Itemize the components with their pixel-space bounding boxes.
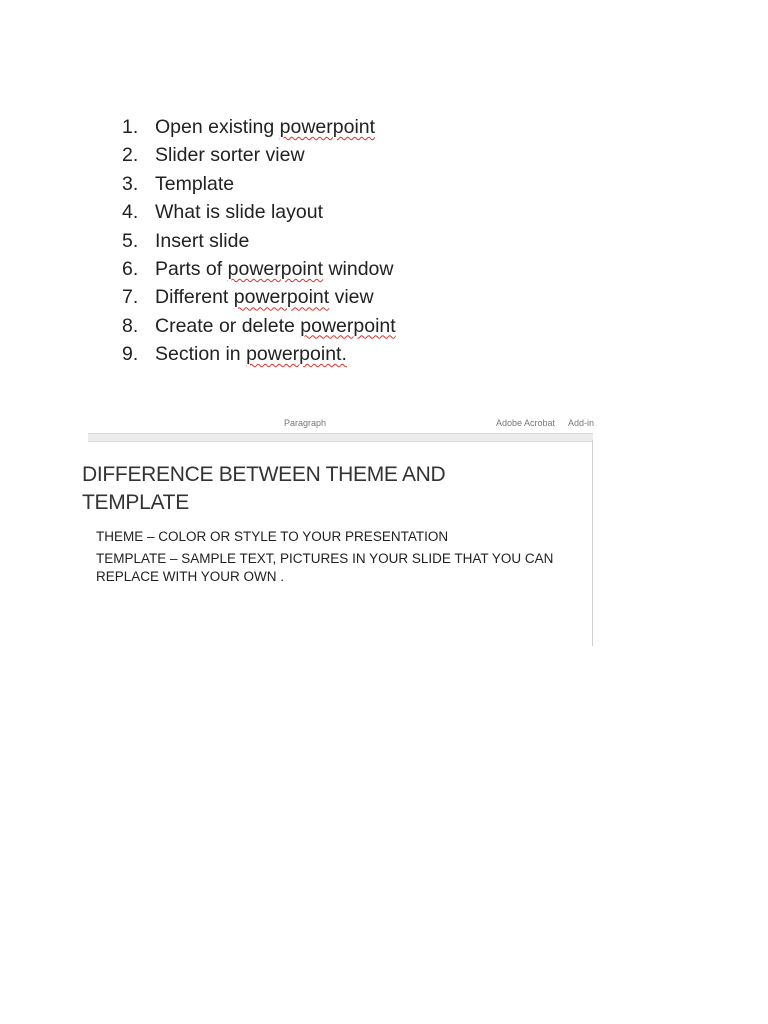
list-text: [155, 141, 305, 169]
list-item: [122, 227, 396, 255]
list-item: [122, 283, 396, 311]
list-item: [122, 312, 396, 340]
list-number: 3.: [122, 172, 139, 195]
list-number: 8.: [122, 314, 139, 337]
list-number: 9.: [122, 343, 139, 366]
list-text: [155, 170, 234, 198]
list-text: [155, 113, 375, 141]
list-item: [122, 141, 396, 169]
text-segment: Slider sorter view: [155, 144, 305, 167]
text-segment: Insert slide: [155, 229, 250, 252]
list-number: 1.: [122, 116, 139, 138]
slide-bullet: THEME – COLOR OR STYLE TO YOUR PRESENTATION: [96, 529, 449, 544]
text-segment: Different: [155, 286, 234, 309]
list-text: [155, 340, 347, 368]
list-text: [155, 283, 374, 311]
list-text: [155, 198, 323, 226]
topic-list: [122, 113, 396, 369]
slide-screenshot: [82, 418, 595, 646]
slide-body: [96, 528, 566, 590]
list-text: [155, 255, 393, 283]
list-number: 5.: [122, 229, 139, 252]
text-segment: view: [329, 286, 374, 309]
list-item: [122, 198, 396, 226]
text-segment: window: [323, 257, 394, 280]
text-segment: Open existing: [155, 116, 280, 138]
spellcheck-flagged-word[interactable]: powerpoint.: [246, 343, 347, 366]
ribbon-group-label: Paragraph: [284, 418, 327, 428]
ribbon-strip: [88, 418, 595, 432]
spellcheck-flagged-word[interactable]: powerpoint: [233, 286, 330, 309]
text-segment: Template: [155, 172, 235, 195]
slide-bullet: TEMPLATE – SAMPLE TEXT, PICTURES IN YOUR SLIDE THAT YOU CAN REPLACE WITH YOUR OWN .: [96, 551, 554, 584]
slide-edge: [592, 440, 593, 646]
list-item: [122, 170, 396, 198]
list-number: 7.: [122, 286, 139, 309]
ribbon-group-label: Add-in: [568, 418, 595, 428]
list-number: 6.: [122, 257, 139, 280]
text-segment: What is slide layout: [155, 201, 323, 224]
slide-title: DIFFERENCE BETWEEN THEME AND TEMPLATE: [82, 463, 446, 514]
list-item: [122, 255, 396, 283]
list-text: [155, 227, 249, 255]
text-segment: Create or delete: [155, 314, 301, 337]
list-item: [122, 113, 396, 141]
spellcheck-flagged-word[interactable]: powerpoint: [279, 116, 376, 138]
list-text: [155, 312, 396, 340]
spellcheck-flagged-word[interactable]: powerpoint: [300, 314, 396, 337]
ribbon-divider: [88, 433, 593, 442]
list-number: 4.: [122, 201, 139, 224]
list-item: [122, 340, 396, 368]
text-segment: Section in: [155, 343, 247, 366]
ribbon-group-label: Adobe Acrobat: [496, 418, 556, 428]
spellcheck-flagged-word[interactable]: powerpoint: [227, 257, 324, 280]
text-segment: Parts of: [155, 257, 228, 280]
list-number: 2.: [122, 144, 139, 167]
